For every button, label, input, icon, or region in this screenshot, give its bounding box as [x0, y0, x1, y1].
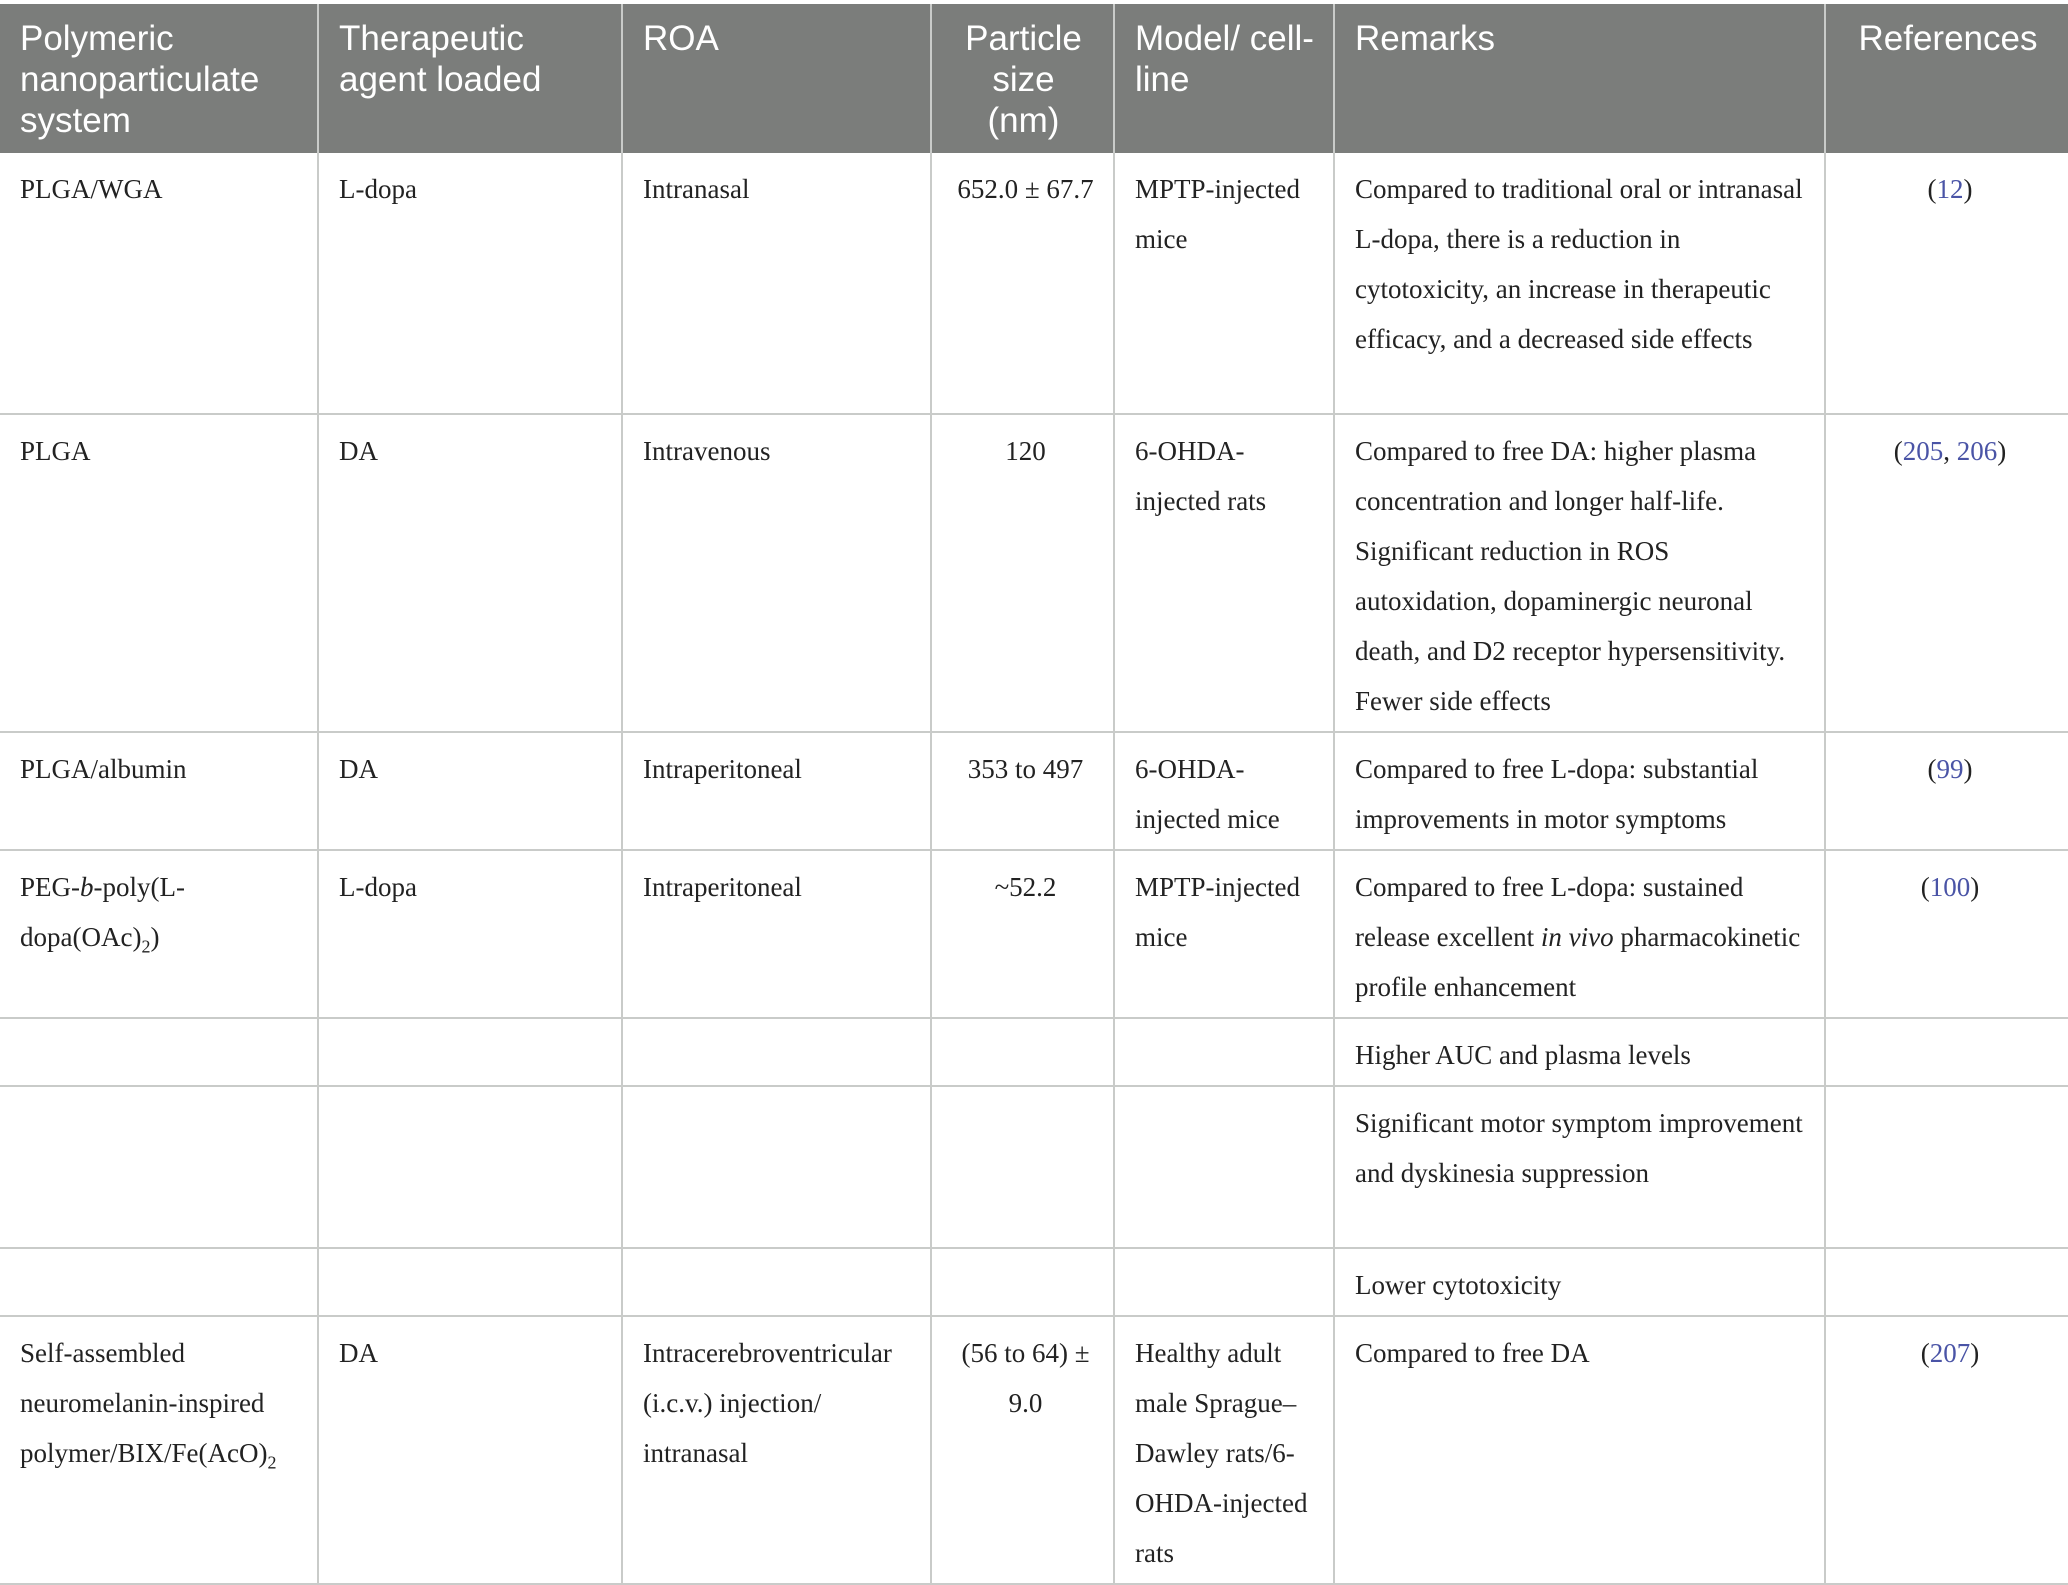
cell-references	[1825, 1248, 2068, 1316]
cell-roa: Intracerebroventricular (i.c.v.) injection/ intranasal	[622, 1316, 931, 1584]
table-row	[0, 1248, 2068, 1316]
table-row	[0, 850, 2068, 1018]
cell-system: PLGA/WGA	[0, 153, 318, 414]
cell-remarks: Significant motor symptom improvement and dyskinesia suppression	[1334, 1086, 1825, 1248]
header-model: Model/ cell-line	[1114, 4, 1334, 153]
cell-remarks: Compared to free DA	[1334, 1316, 1825, 1584]
cell-remarks: Higher AUC and plasma levels	[1334, 1018, 1825, 1086]
cell-size	[931, 1086, 1114, 1248]
cell-system	[0, 1248, 318, 1316]
header-references: References	[1825, 4, 2068, 153]
table-row	[0, 1086, 2068, 1248]
cell-system	[0, 1018, 318, 1086]
cell-agent	[318, 1018, 622, 1086]
cell-size: 353 to 497	[931, 732, 1114, 850]
cell-model	[1114, 1018, 1334, 1086]
cell-remarks: Lower cytotoxicity	[1334, 1248, 1825, 1316]
cell-size	[931, 1018, 1114, 1086]
cell-agent	[318, 1086, 622, 1248]
reference-link[interactable]: 206	[1956, 436, 1998, 466]
cell-system: Self-assembled neuromelanin-inspired polymer/$BIX/Fe(AcO)_2$	[0, 1316, 318, 1584]
table-container	[0, 4, 2068, 1585]
data-table	[0, 4, 2068, 1585]
table-header	[0, 4, 2068, 153]
cell-model: MPTP-injected mice	[1114, 153, 1334, 414]
cell-roa: Intranasal	[622, 153, 931, 414]
table-body	[0, 153, 2068, 1584]
cell-model: 6-OHDA-injected mice	[1114, 732, 1334, 850]
cell-references: (205, 206)	[1825, 414, 2068, 732]
cell-agent: DA	[318, 1316, 622, 1584]
cell-system: PEG-$b-poly(L-dopa(OAc)_2)$	[0, 850, 318, 1018]
cell-roa	[622, 1086, 931, 1248]
cell-agent: DA	[318, 732, 622, 850]
cell-remarks: Compared to free L-dopa: substantial improvements in motor symptoms	[1334, 732, 1825, 850]
reference-link[interactable]: 100	[1929, 872, 1971, 902]
header-row	[0, 4, 2068, 153]
header-system: Polymeric nanoparticulate system	[0, 4, 318, 153]
cell-remarks: Compared to traditional oral or intranasal L-dopa, there is a reduction in cytotoxicity, an increase in therapeutic efficacy, and a decreased side effects	[1334, 153, 1825, 414]
cell-model: 6-OHDA-injected rats	[1114, 414, 1334, 732]
cell-agent: DA	[318, 414, 622, 732]
table-row	[0, 414, 2068, 732]
table-row	[0, 153, 2068, 414]
cell-roa	[622, 1248, 931, 1316]
cell-references	[1825, 1086, 2068, 1248]
cell-remarks: Compared to free L-dopa: sustained release excellent in vivo pharmacokinetic profile enhancement	[1334, 850, 1825, 1018]
cell-agent	[318, 1248, 622, 1316]
header-agent: Therapeutic agent loaded	[318, 4, 622, 153]
cell-system: PLGA/albumin	[0, 732, 318, 850]
reference-link[interactable]: 12	[1936, 174, 1964, 204]
table-row	[0, 1316, 2068, 1584]
cell-size	[931, 1248, 1114, 1316]
cell-references: (207)	[1825, 1316, 2068, 1584]
reference-link[interactable]: 99	[1936, 754, 1964, 784]
cell-size: (56 to 64) ± 9.0	[931, 1316, 1114, 1584]
cell-roa: Intraperitoneal	[622, 850, 931, 1018]
cell-remarks: Compared to free DA: higher plasma concentration and longer half-life. Significant reduction in ROS autoxidation, dopaminergic neuronal death, and D2 receptor hypersensitivity. Fewer side effects	[1334, 414, 1825, 732]
cell-model	[1114, 1086, 1334, 1248]
cell-model: MPTP-injected mice	[1114, 850, 1334, 1018]
cell-agent: L-dopa	[318, 153, 622, 414]
reference-link[interactable]: 205	[1902, 436, 1944, 466]
cell-size: 652.0 ± 67.7	[931, 153, 1114, 414]
cell-roa	[622, 1018, 931, 1086]
cell-references: (12)	[1825, 153, 2068, 414]
table-row	[0, 732, 2068, 850]
cell-references: (99)	[1825, 732, 2068, 850]
cell-system: PLGA	[0, 414, 318, 732]
header-size: Particle size (nm)	[931, 4, 1114, 153]
cell-references	[1825, 1018, 2068, 1086]
cell-size: 120	[931, 414, 1114, 732]
cell-system	[0, 1086, 318, 1248]
header-remarks: Remarks	[1334, 4, 1825, 153]
cell-roa: Intraperitoneal	[622, 732, 931, 850]
reference-link[interactable]: 207	[1929, 1338, 1971, 1368]
cell-size: ~52.2	[931, 850, 1114, 1018]
cell-roa: Intravenous	[622, 414, 931, 732]
table-row	[0, 1018, 2068, 1086]
cell-model	[1114, 1248, 1334, 1316]
cell-references: (100)	[1825, 850, 2068, 1018]
header-roa: ROA	[622, 4, 931, 153]
cell-agent: L-dopa	[318, 850, 622, 1018]
cell-model: Healthy adult male Sprague–Dawley rats/6-OHDA-injected rats	[1114, 1316, 1334, 1584]
